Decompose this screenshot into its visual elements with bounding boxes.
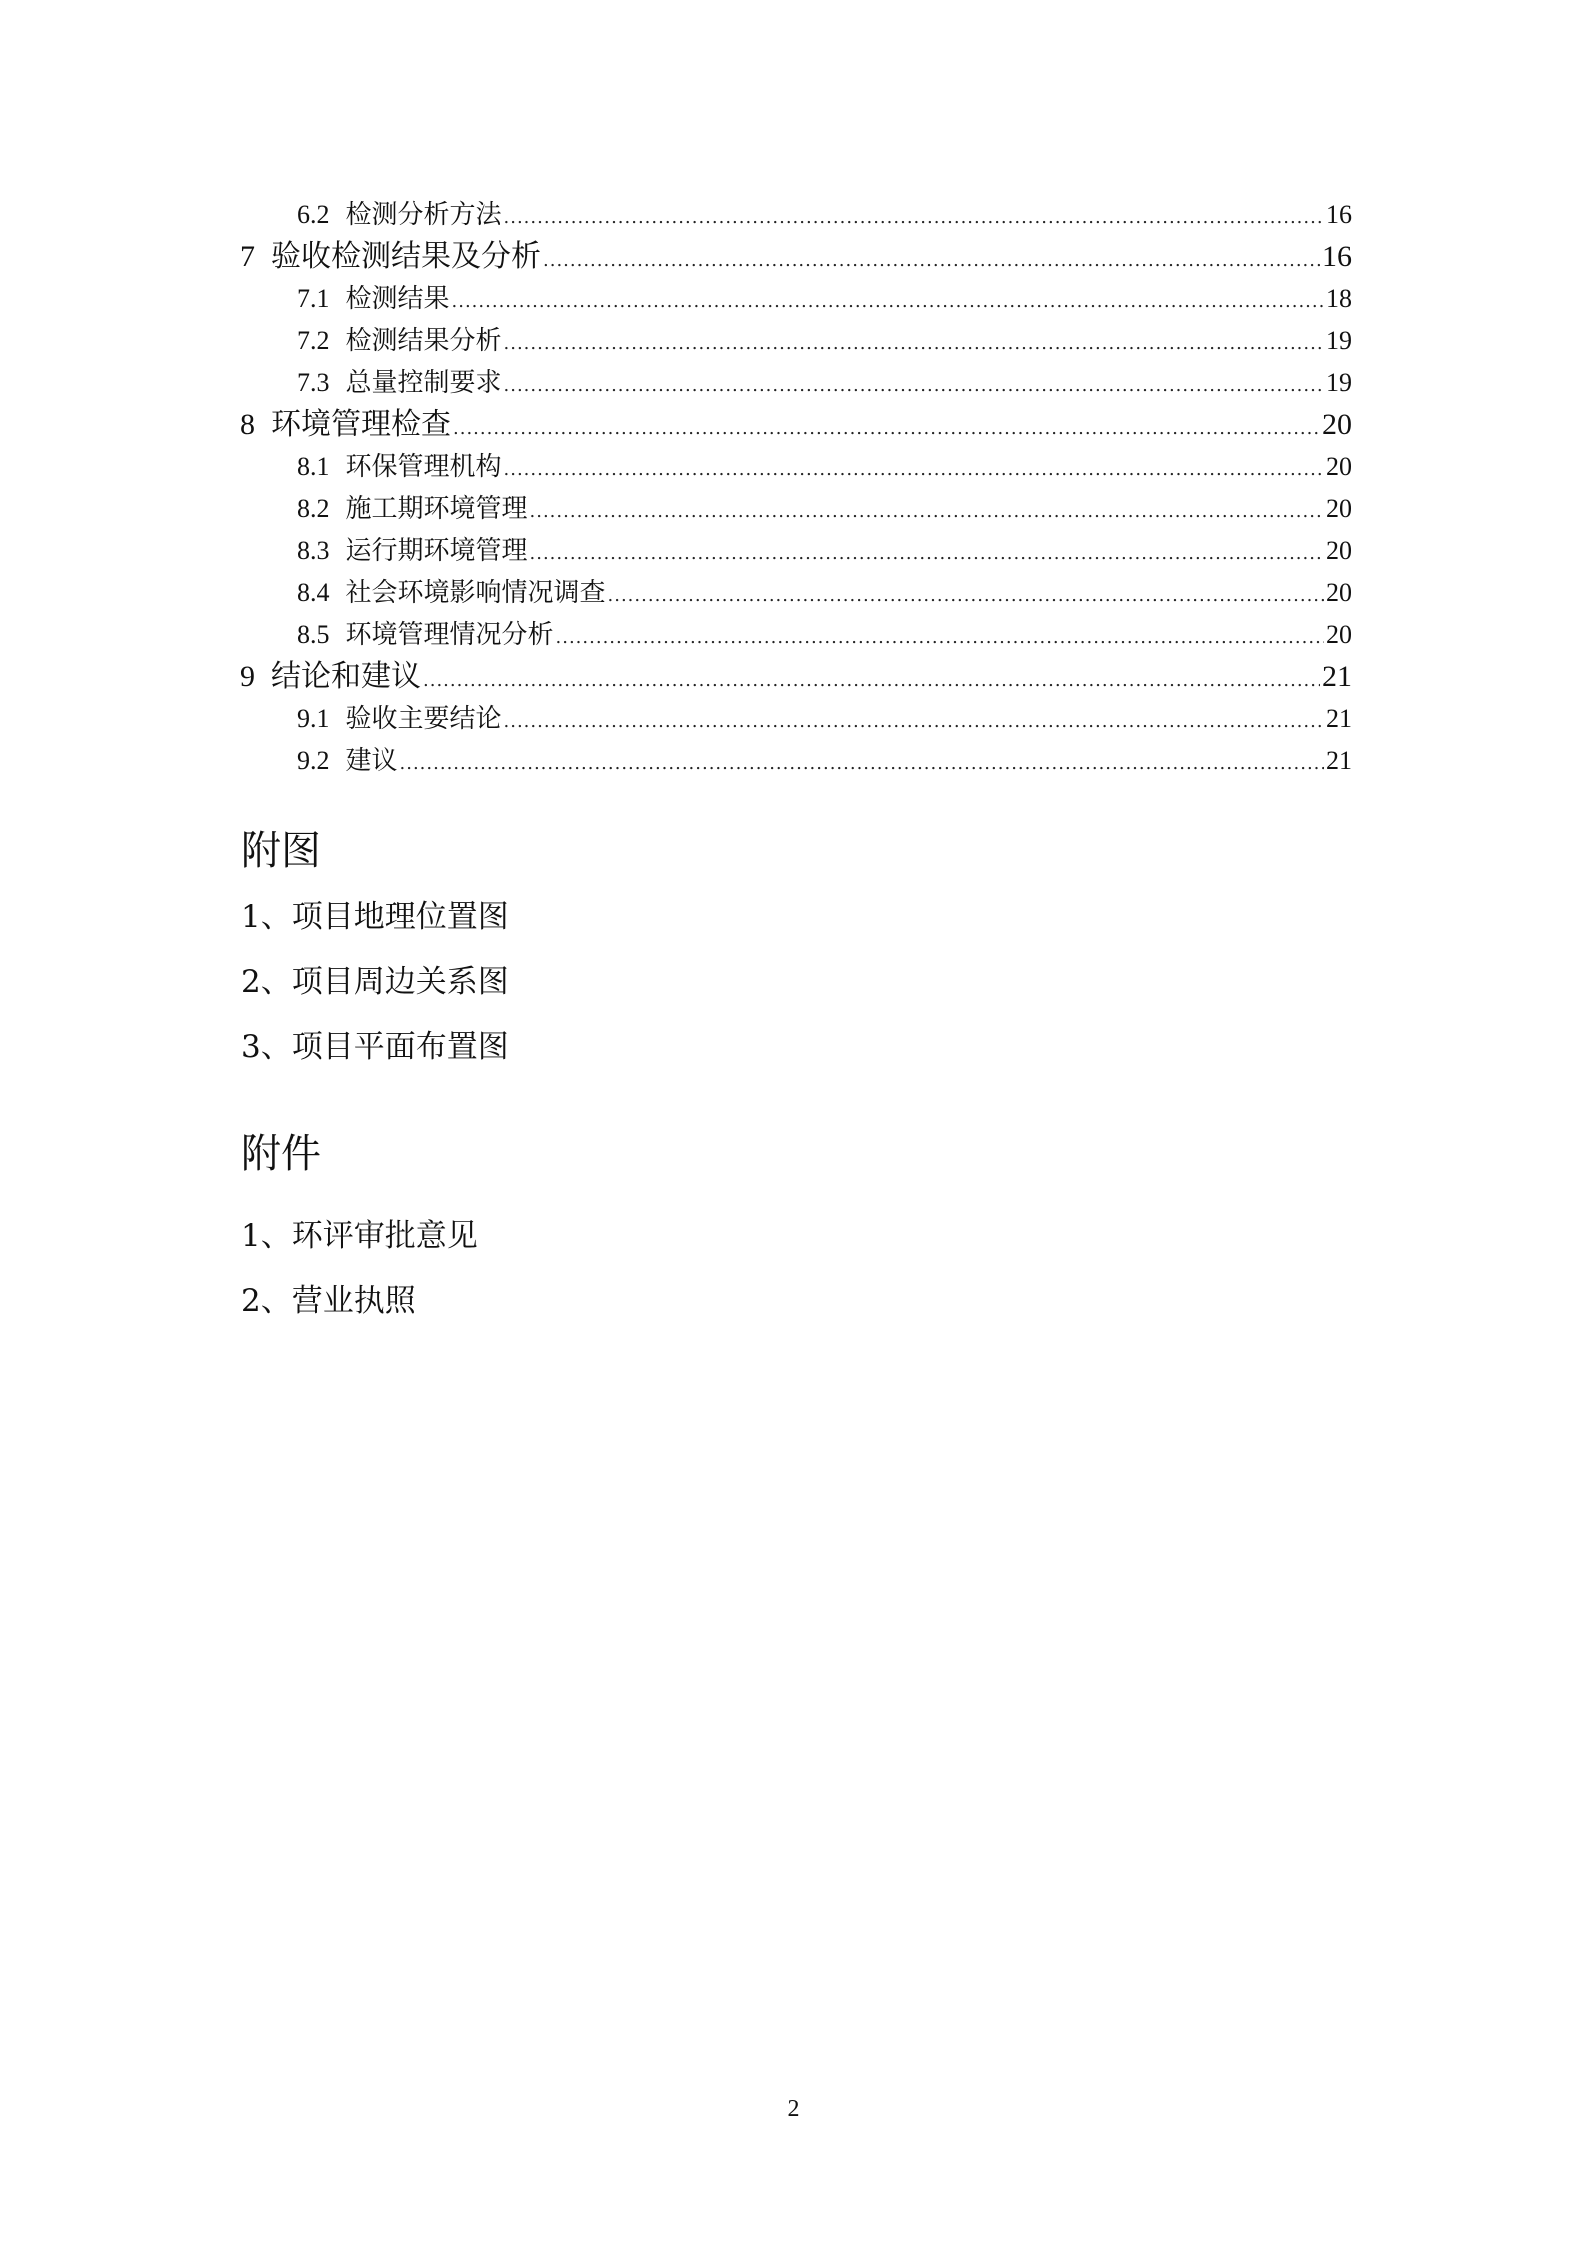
toc-entry[interactable]: [297, 363, 1352, 403]
toc-entry-number: 7.1: [297, 284, 330, 313]
toc-leader-dots: [543, 241, 1320, 281]
toc-leader-dots: [504, 702, 1324, 742]
toc-leader-dots: [423, 661, 1320, 701]
toc-entry-page: 16: [1322, 240, 1352, 273]
toc-entry-page: 21: [1326, 746, 1352, 775]
toc-entry-number: 9: [240, 660, 255, 693]
toc-entry-number: 8.3: [297, 536, 330, 565]
toc-entry-number: 7.3: [297, 368, 330, 397]
toc-entry[interactable]: [297, 741, 1352, 781]
toc-entry-title: 建议: [345, 746, 398, 776]
toc-entry-title: 检测结果: [345, 284, 450, 314]
toc-entry-number: 9.2: [297, 746, 330, 775]
toc-entry-title: 环境管理检查: [271, 407, 451, 442]
toc-entry[interactable]: [297, 195, 1352, 235]
toc-leader-dots: [556, 618, 1324, 658]
toc-entry[interactable]: [240, 237, 1352, 277]
attachment-list-item: 1、环评审批意见: [241, 1218, 478, 1254]
toc-entry-page: 19: [1326, 368, 1352, 397]
toc-entry-page: 20: [1326, 452, 1352, 481]
toc-entry[interactable]: [297, 279, 1352, 319]
toc-entry-page: 18: [1326, 284, 1352, 313]
toc-entry-title: 总量控制要求: [345, 368, 502, 398]
toc-entry-title: 运行期环境管理: [345, 536, 528, 566]
toc-entry-title: 施工期环境管理: [345, 494, 528, 524]
toc-entry-page: 20: [1326, 620, 1352, 649]
toc-entry[interactable]: [240, 657, 1352, 697]
toc-entry-number: 7.2: [297, 326, 330, 355]
toc-leader-dots: [453, 409, 1320, 449]
toc-entry[interactable]: [240, 405, 1352, 445]
figures-heading: 附图: [241, 828, 321, 874]
toc-entry[interactable]: [297, 699, 1352, 739]
toc-entry-title: 环保管理机构: [345, 452, 502, 482]
toc-entry[interactable]: [297, 321, 1352, 361]
toc-leader-dots: [452, 282, 1324, 322]
toc-leader-dots: [530, 492, 1324, 532]
toc-entry[interactable]: [297, 489, 1352, 529]
toc-entry[interactable]: [297, 615, 1352, 655]
toc-entry-title: 验收主要结论: [345, 704, 502, 734]
toc-entry-number: 8.2: [297, 494, 330, 523]
toc-entry[interactable]: [297, 531, 1352, 571]
toc-entry-title: 检测分析方法: [345, 200, 502, 230]
attachments-heading: 附件: [241, 1131, 321, 1177]
toc-leader-dots: [530, 534, 1324, 574]
toc-entry-title: 环境管理情况分析: [345, 620, 554, 650]
toc-entry-title: 社会环境影响情况调查: [345, 578, 606, 608]
attachment-list-item: 2、营业执照: [241, 1283, 416, 1319]
toc-entry-page: 20: [1326, 578, 1352, 607]
toc-entry-page: 21: [1326, 704, 1352, 733]
toc-entry-page: 19: [1326, 326, 1352, 355]
toc-leader-dots: [504, 450, 1324, 490]
figure-list-item: 1、项目地理位置图: [241, 899, 509, 935]
toc-leader-dots: [608, 576, 1324, 616]
toc-entry-title: 结论和建议: [271, 659, 421, 694]
toc-entry-title: 验收检测结果及分析: [271, 239, 541, 274]
toc-entry-title: 检测结果分析: [345, 326, 502, 356]
toc-entry[interactable]: [297, 573, 1352, 613]
toc-entry-page: 20: [1326, 494, 1352, 523]
figure-list-item: 3、项目平面布置图: [241, 1029, 509, 1065]
toc-entry-number: 8.4: [297, 578, 330, 607]
toc-leader-dots: [504, 324, 1324, 364]
toc-entry-number: 7: [240, 240, 255, 273]
toc-entry[interactable]: [297, 447, 1352, 487]
toc-entry-number: 8: [240, 408, 255, 441]
toc-entry-number: 8.5: [297, 620, 330, 649]
toc-leader-dots: [504, 366, 1324, 406]
toc-entry-page: 20: [1326, 536, 1352, 565]
page-number: 2: [787, 2096, 800, 2122]
toc-entry-page: 21: [1322, 660, 1352, 693]
figure-list-item: 2、项目周边关系图: [241, 964, 509, 1000]
toc-entry-number: 8.1: [297, 452, 330, 481]
toc-entry-number: 6.2: [297, 200, 330, 229]
toc-entry-page: 20: [1322, 408, 1352, 441]
toc-entry-page: 16: [1326, 200, 1352, 229]
toc-entry-number: 9.1: [297, 704, 330, 733]
toc-leader-dots: [504, 198, 1324, 238]
toc-leader-dots: [400, 744, 1324, 784]
